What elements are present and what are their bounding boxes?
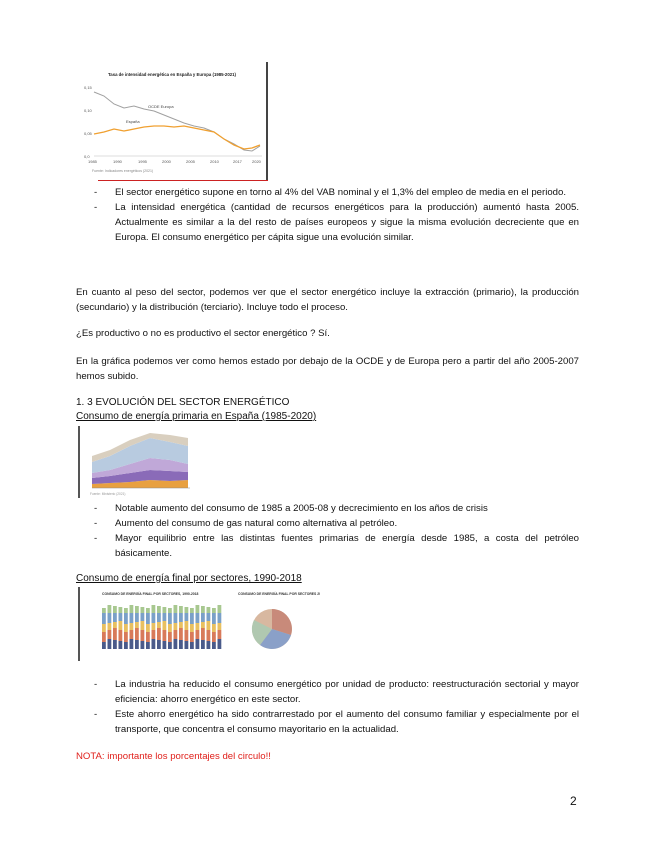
bar-segment — [152, 639, 156, 649]
list-item: - Mayor equilibrio entre las distintas fuentes primarias de energía desde 1985, a costa del petróleo básicamente. — [94, 533, 579, 559]
bar-segment — [146, 613, 150, 624]
bar-segment — [163, 641, 167, 649]
primary-energy-chart-svg — [80, 426, 200, 498]
bar-segment — [218, 623, 222, 630]
list-item: - El sector energético supone en torno al 4% del VAB nominal y el 1,3% del empleo de media en el periodo. — [94, 187, 567, 198]
bar-segment — [207, 630, 211, 641]
bar-segment — [163, 607, 167, 613]
bar-segment — [124, 608, 128, 613]
bar-segment — [130, 639, 134, 649]
bar-segment — [152, 613, 156, 623]
bar-segment — [174, 605, 178, 613]
bar-segment — [102, 608, 106, 613]
final-energy-figure — [78, 587, 320, 661]
intensity-chart-figure — [80, 62, 270, 182]
bullet-list-1 — [76, 185, 579, 245]
bar-segment — [119, 630, 123, 641]
y-tick-label: 0,0 — [84, 154, 90, 159]
bar-segment — [119, 621, 123, 630]
bar-segment — [157, 628, 161, 640]
pie-chart-title: CONSUMO DE ENERGÍA FINAL POR SECTORES 2018 — [238, 592, 320, 596]
bar-segment — [163, 621, 167, 630]
bar-segment — [212, 632, 216, 642]
bar-segment — [196, 613, 200, 623]
bar-segment — [174, 639, 178, 649]
bar-segment — [157, 622, 161, 628]
bar-segment — [124, 632, 128, 642]
x-tick-label: 2005 — [186, 159, 195, 164]
bar-segment — [207, 607, 211, 613]
primary-energy-chart-figure — [78, 426, 200, 498]
bar-segment — [201, 622, 205, 628]
bar-segment — [113, 613, 117, 622]
bar-segment — [163, 630, 167, 641]
intensity-chart-svg — [80, 62, 270, 182]
bar-segment — [201, 606, 205, 613]
bar-segment — [196, 605, 200, 613]
bar-segment — [196, 630, 200, 639]
bar-segment — [190, 632, 194, 642]
bar-segment — [135, 613, 139, 622]
x-tick-label: 2000 — [162, 159, 171, 164]
y-tick-label: 0,05 — [84, 131, 92, 136]
bar-segment — [218, 613, 222, 623]
bar-segment — [102, 632, 106, 642]
subheading-final-energy: Consumo de energía final por sectores, 1990-2018 — [76, 573, 302, 584]
bar-segment — [185, 630, 189, 641]
bar-segment — [124, 642, 128, 649]
bar-segment — [124, 613, 128, 624]
bar-segment — [207, 641, 211, 649]
bar-segment — [135, 606, 139, 613]
bar-segment — [179, 606, 183, 613]
bar-chart-title: CONSUMO DE ENERGÍA FINAL POR SECTORES, 1990-2018 — [102, 592, 199, 596]
bar-segment — [135, 628, 139, 640]
bar-segment — [108, 623, 112, 630]
bar-segment — [168, 624, 172, 632]
bar-segment — [185, 613, 189, 621]
bar-segment — [157, 640, 161, 649]
list-item: - Aumento del consumo de gas natural como alternativa al petróleo. — [94, 518, 398, 529]
paragraph: ¿Es productivo o no es productivo el sector energético ? Sí. — [76, 328, 330, 339]
bar-segment — [174, 623, 178, 630]
x-tick-label: 1990 — [113, 159, 122, 164]
bar-segment — [196, 623, 200, 630]
x-tick-label: 2020 — [252, 159, 261, 164]
bar-segment — [146, 624, 150, 632]
bar-segment — [119, 641, 123, 649]
paragraph: En cuanto al peso del sector, podemos ver que el sector energético incluye la extracción (primario), la producción (secundario) y la distribución (terciario). Incluye todo el proceso. — [76, 287, 579, 313]
page-number: 2 — [570, 794, 577, 808]
bar-segment — [163, 613, 167, 621]
bar-segment — [212, 624, 216, 632]
list-item: - La intensidad energética (cantidad de recursos energéticos para la producción) aumentó hasta 2005. Actualmente es similar a la del resto de países europeos y sigue la misma evolución decreciente que en Europa. El consumo energético per cápita sigue una evolución similar. — [94, 202, 579, 243]
list-item: - Este ahorro energético ha sido contrarrestado por el aumento del consumo familiar y especialmente por el transporte, que concentra el consumo mayoritario en la actualidad. — [94, 709, 579, 735]
bar-segment — [218, 630, 222, 639]
bar-segment — [108, 605, 112, 613]
bar-segment — [168, 613, 172, 624]
bar-segment — [179, 622, 183, 628]
bar-segment — [174, 613, 178, 623]
note-text: NOTA: importante los porcentajes del circulo!! — [76, 751, 271, 762]
figure-bottom-rule — [98, 180, 268, 181]
stacked-bars — [102, 605, 221, 649]
bar-segment — [152, 630, 156, 639]
bar-segment — [152, 623, 156, 630]
spain-line-label: España — [126, 119, 140, 124]
bar-segment — [130, 605, 134, 613]
bar-segment — [146, 632, 150, 642]
bar-segment — [190, 613, 194, 624]
bar-segment — [141, 613, 145, 621]
intensity-chart-title: Tasa de intensidad energética en España y Europa (1985-2021) — [108, 72, 236, 77]
bar-segment — [201, 613, 205, 622]
bar-segment — [190, 624, 194, 632]
bar-segment — [113, 622, 117, 628]
bar-segment — [212, 613, 216, 624]
europe-line — [94, 92, 260, 151]
x-tick-label: 1985 — [88, 159, 97, 164]
bar-segment — [141, 621, 145, 630]
list-item: - Notable aumento del consumo de 1985 a 2005-08 y decrecimiento en los años de crisis — [94, 503, 488, 514]
bar-segment — [108, 639, 112, 649]
bar-segment — [119, 613, 123, 621]
section-heading: 1. 3 EVOLUCIÓN DEL SECTOR ENERGÉTICO — [76, 397, 290, 408]
y-tick-label: 0,10 — [84, 108, 92, 113]
final-energy-svg — [80, 587, 320, 661]
bullet-list-3 — [76, 677, 579, 737]
bar-segment — [207, 621, 211, 630]
x-tick-label: 2010 — [210, 159, 219, 164]
bar-segment — [168, 608, 172, 613]
y-tick-label: 0,15 — [84, 85, 92, 90]
bar-segment — [174, 630, 178, 639]
bar-segment — [185, 621, 189, 630]
list-item: - La industria ha reducido el consumo energético por unidad de producto: reestructuración sectorial y mayor eficiencia: ahorro energético en este sector. — [94, 679, 579, 705]
bar-segment — [201, 628, 205, 640]
bar-segment — [207, 613, 211, 621]
bar-segment — [113, 640, 117, 649]
chart-source: Fuente: Indicadores energéticos (2021) — [92, 169, 154, 173]
europe-line-label: OCDE Europa — [148, 104, 174, 109]
bar-segment — [146, 642, 150, 649]
bar-segment — [113, 606, 117, 613]
bar-segment — [102, 642, 106, 649]
bar-segment — [179, 640, 183, 649]
bar-segment — [141, 630, 145, 641]
bar-segment — [135, 622, 139, 628]
bar-segment — [124, 624, 128, 632]
bar-segment — [141, 607, 145, 613]
bar-segment — [185, 607, 189, 613]
bar-segment — [130, 623, 134, 630]
bar-segment — [102, 613, 106, 624]
bar-segment — [168, 632, 172, 642]
bar-segment — [179, 613, 183, 622]
bar-segment — [179, 628, 183, 640]
bar-segment — [152, 605, 156, 613]
bar-segment — [157, 606, 161, 613]
bar-segment — [130, 630, 134, 639]
bar-segment — [218, 639, 222, 649]
spain-line — [94, 126, 260, 149]
bar-segment — [119, 607, 123, 613]
figure-side-border — [266, 62, 268, 180]
bar-segment — [141, 641, 145, 649]
bar-segment — [108, 630, 112, 639]
paragraph: En la gráfica podemos ver como hemos estado por debajo de la OCDE y de Europa pero a partir del año 2005-2007 hemos subido. — [76, 356, 579, 382]
bar-segment — [157, 613, 161, 622]
bar-segment — [212, 608, 216, 613]
bar-segment — [146, 608, 150, 613]
bar-segment — [113, 628, 117, 640]
bar-segment — [190, 608, 194, 613]
bar-segment — [135, 640, 139, 649]
bar-segment — [185, 641, 189, 649]
bar-segment — [212, 642, 216, 649]
subheading-primary-energy: Consumo de energía primaria en España (1985-2020) — [76, 411, 317, 422]
bar-segment — [196, 639, 200, 649]
bar-segment — [168, 642, 172, 649]
x-tick-label: 1995 — [138, 159, 147, 164]
bullet-list-2 — [76, 501, 579, 561]
chart-source: Fuente: Ministerio (2021) — [90, 492, 126, 496]
bar-segment — [190, 642, 194, 649]
bar-segment — [102, 624, 106, 632]
x-tick-label: 2017 — [233, 159, 242, 164]
bar-segment — [130, 613, 134, 623]
bar-segment — [108, 613, 112, 623]
bar-segment — [218, 605, 222, 613]
bar-segment — [201, 640, 205, 649]
